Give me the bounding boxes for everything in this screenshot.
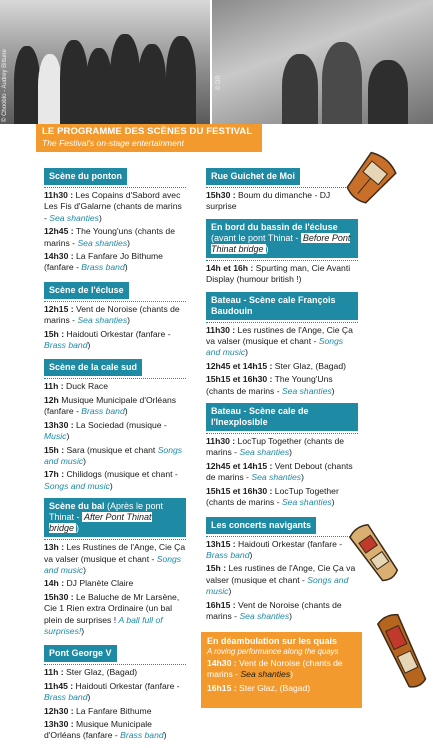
schedule-entry: 11h : Duck Race: [44, 381, 109, 392]
left-column: [44, 166, 186, 748]
schedule-entry: 15h : Sara (musique et chant Songs and music): [44, 444, 183, 466]
schedule-entry: 17h : Chilidogs (musique et chant - Songs and music): [44, 469, 178, 491]
section-scene-cale-sud: [44, 357, 186, 492]
section-scene-ecluse: [44, 280, 186, 352]
section-title: Rue Guichet de Moi: [206, 168, 300, 185]
schedule-entry: 15h30 : Boum du dimanche - DJ surprise: [206, 190, 331, 212]
schedule-entry: 14h : DJ Planète Claire: [44, 578, 134, 589]
section-title: Scène de l'écluse: [44, 282, 129, 299]
program-title: LE PROGRAMME DES SCÈNES DU FESTIVAL: [42, 126, 253, 137]
section-rue-guichet: [206, 166, 358, 213]
band-photo-left: [0, 0, 210, 124]
schedule-entry: 15h : Les rustines de l'Ange, Cie Ça va valser (musique et chant - Songs and music): [206, 563, 356, 597]
boat-illustration-icon: [352, 520, 398, 588]
schedule-entry: 12h45 et 14h15 : Ster Glaz, (Bagad): [206, 360, 346, 371]
schedule-entry: 12h30 : La Fanfare Bithume: [44, 705, 152, 716]
schedule-entry: 13h15 : Haidouti Orkestar (fanfare - Brass band): [206, 538, 343, 560]
schedule-entry: 12h Musique Municipale d'Orléans (fanfare - Brass band): [44, 394, 177, 417]
schedule-entry: 13h30 : Musique Municipale d'Orléans (fanfare - Brass band): [44, 719, 167, 741]
walkabout-title: En déambulation sur les quais: [207, 636, 338, 646]
boat-illustration-icon: [378, 612, 428, 692]
schedule-entry: 11h30 : LocTup Together (chants de marins - Sea shanties): [206, 436, 345, 458]
schedule-entry: 12h45 et 14h15 : Vent Debout (chants de marins - Sea shanties): [206, 460, 353, 483]
section-bateau-francois-baudouin: [206, 292, 358, 397]
section-title: Pont George V: [44, 645, 117, 662]
right-column: [206, 166, 358, 628]
section-concerts-navigants: [206, 515, 358, 623]
schedule-entry: 12h45 : The Young'uns (chants de marins - Sea shanties): [44, 226, 175, 248]
schedule-entry: 14h30 : La Fanfare Jo Bithume (fanfare - Brass band): [44, 251, 163, 273]
schedule-entry: 15h : Haidouti Orkestar (fanfare - Brass band): [44, 328, 171, 351]
walkabout-subtitle: A roving performance along the quays: [207, 647, 339, 656]
section-title: Scène du bal (Après le pont Thinat - After Pont Thinat bridge ): [44, 498, 186, 537]
section-scene-du-ponton: [44, 166, 186, 274]
schedule-entry: 15h15 et 16h30 : The Young'Uns (chants de marins - Sea shanties): [206, 374, 335, 396]
section-title: Scène du ponton: [44, 168, 127, 185]
schedule-entry: 16h15 : Vent de Noroise (chants de marins - Sea shanties): [206, 599, 342, 621]
schedule-entry: 11h30 : Les Copains d'Sabord avec Les Fis d'Galarne (chants de marins - Sea shanties): [44, 190, 182, 223]
section-title: Les concerts navigants: [206, 517, 316, 534]
photo-credit-right: © DR: [216, 75, 222, 90]
walkabout-box: [201, 632, 362, 708]
schedule-entry: 11h45 : Haidouti Orkestar (fanfare - Brass band): [44, 680, 180, 703]
section-title: Scène de la cale sud: [44, 359, 142, 376]
section-bassin-ecluse: [206, 219, 358, 286]
schedule-entry: 16h15 : Ster Glaz, (Bagad): [207, 682, 311, 693]
band-photo-right: [212, 0, 433, 124]
section-title: Bateau - Scène cale François Baudouin: [206, 292, 358, 320]
boat-illustration-icon: [344, 150, 396, 208]
schedule-entry: 11h30 : Les rustines de l'Ange, Cie Ça va valser (musique et chant - Songs and music): [206, 324, 353, 358]
schedule-entry: 11h : Ster Glaz, (Bagad): [44, 667, 138, 678]
program-title-band: [36, 124, 262, 152]
schedule-entry: 12h15 : Vent de Noroise (chants de marins - Sea shanties): [44, 303, 180, 326]
header-photos: [0, 0, 433, 124]
section-pont-george-v: [44, 643, 186, 741]
photo-credit-left: © Chooblo - Audrey Bittune: [2, 49, 8, 122]
program-subtitle: The Festival's on-stage entertainment: [42, 138, 184, 148]
section-title: En bord du bassin de l'écluse (avant le pont Thinat - Before Pont Thinat bridge ): [206, 219, 358, 258]
schedule-entry: 13h : Les Rustines de l'Ange, Cie Ça va valser (musique et chant - Songs and music): [44, 542, 186, 575]
section-bateau-inexplosible: [206, 403, 358, 508]
schedule-entry: 15h30 : Le Baluche de Mr Larsène, Cie 1 Rien extra Ordinaire (un bal plein de surprises ! A ball full of surprises!): [44, 591, 180, 636]
section-scene-du-bal: [44, 498, 186, 637]
schedule-entry: 15h15 et 16h30 : LocTup Together (chants de marins - Sea shanties): [206, 485, 339, 508]
schedule-entry: 14h et 16h : Spurting man, Cie Avanti Display (humour british !): [206, 262, 351, 285]
schedule-entry: 13h30 : La Sociedad (musique - Music): [44, 419, 167, 442]
section-title: Bateau - Scène cale de l'Inexplosible: [206, 403, 358, 431]
schedule-entry: 14h30 : Vent de Noroise (chants de marins - Sea shanties): [207, 658, 343, 680]
